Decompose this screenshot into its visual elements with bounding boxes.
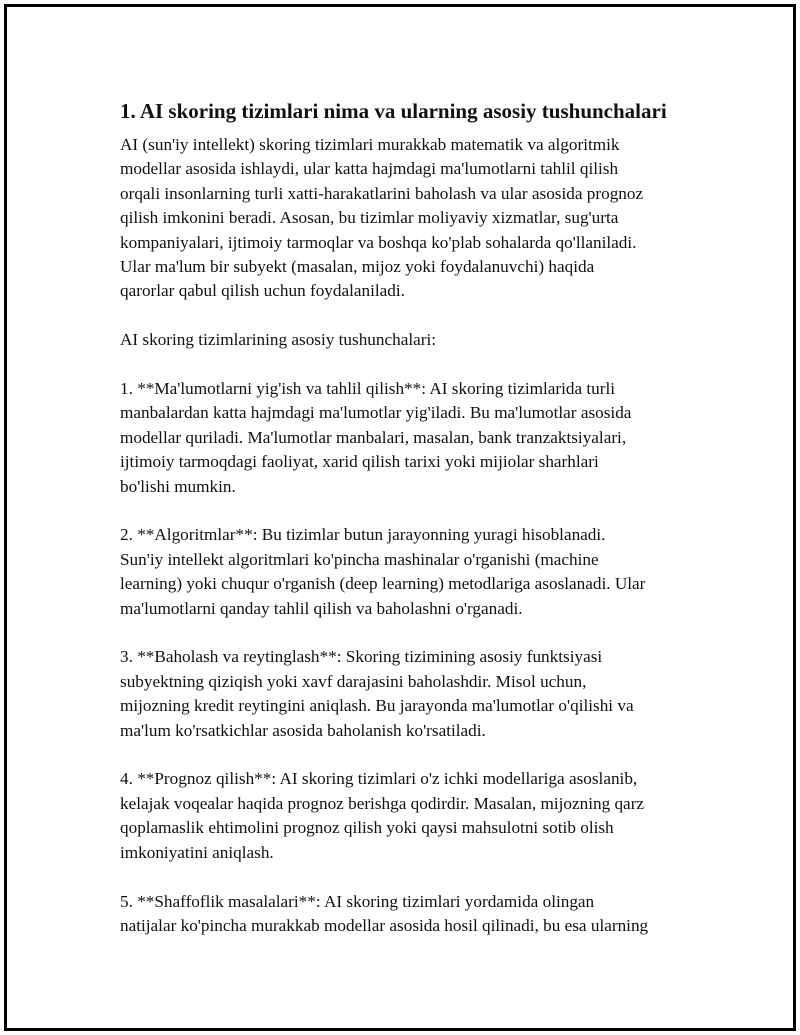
page-frame (4, 4, 796, 1031)
paragraph-item-1 (120, 377, 710, 499)
paragraph-item-3 (120, 645, 710, 743)
text-line: imkoniyatini aniqlash. (120, 842, 274, 862)
text-line: modellar asosida ishlaydi, ular katta hajmdagi ma'lumotlarni tahlil qilish (120, 159, 619, 179)
paragraph-item-5 (120, 890, 710, 939)
text-line: Ular ma'lum bir subyekt (masalan, mijoz yoki foydalanuvchi) haqida (120, 257, 595, 277)
section-heading: 1. AI skoring tizimlari nima va ularning asosiy tushunchalari (120, 99, 667, 123)
text-line: modellar quriladi. Ma'lumotlar manbalari, masalan, bank tranzaktsiyalari, (120, 427, 627, 447)
text-line: ma'lum ko'rsatkichlar asosida baholanish ko'rsatiladi. (120, 720, 486, 740)
text-line: qoplamaslik ehtimolini prognoz qilish yoki qaysi mahsulotni sotib olish (120, 818, 614, 838)
document-content (120, 97, 710, 938)
text-line: 5. **Shaffoflik masalalari**: AI skoring tizimlari yordamida olingan (120, 891, 595, 911)
text-line: AI skoring tizimlarining asosiy tushunchalari: (120, 330, 437, 350)
text-line: manbalardan katta hajmdagi ma'lumotlar yig'iladi. Bu ma'lumotlar asosida (120, 403, 632, 423)
text-line: bo'lishi mumkin. (120, 476, 236, 496)
text-line: 4. **Prognoz qilish**: AI skoring tizimlari o'z ichki modellariga asoslanib, (120, 769, 638, 789)
text-line: natijalar ko'pincha murakkab modellar asosida hosil qilinadi, bu esa ularning (120, 915, 649, 935)
paragraph-item-2 (120, 523, 710, 621)
paragraph-concepts-intro (120, 328, 710, 352)
text-line: ijtimoiy tarmoqdagi faoliyat, xarid qilish tarixi yoki mijiolar sharhlari (120, 452, 599, 472)
text-line: 3. **Baholash va reytinglash**: Skoring tizimining asosiy funktsiyasi (120, 647, 603, 667)
text-line: kompaniyalari, ijtimoiy tarmoqlar va boshqa ko'plab sohalarda qo'llaniladi. (120, 232, 637, 252)
text-line: 1. **Ma'lumotlarni yig'ish va tahlil qilish**: AI skoring tizimlarida turli (120, 379, 616, 399)
text-line: subyektning qiziqish yoki xavf darajasini baholashdir. Misol uchun, (120, 671, 587, 691)
text-line: orqali insonlarning turli xatti-harakatlarini baholash va ular asosida prognoz (120, 183, 644, 203)
text-line: qilish imkonini beradi. Asosan, bu tizimlar moliyaviy xizmatlar, sug'urta (120, 208, 619, 228)
text-line: ma'lumotlarni qanday tahlil qilish va baholashni o'rganadi. (120, 598, 523, 618)
text-line: qarorlar qabul qilish uchun foydalaniladi. (120, 281, 405, 301)
text-line: mijozning kredit reytingini aniqlash. Bu jarayonda ma'lumotlar o'qilishi va (120, 696, 634, 716)
text-line: 2. **Algoritmlar**: Bu tizimlar butun jarayonning yuragi hisoblanadi. (120, 525, 606, 545)
text-line: learning) yoki chuqur o'rganish (deep learning) metodlariga asoslanadi. Ular (120, 574, 646, 594)
paragraph-item-4 (120, 767, 710, 865)
text-line: Sun'iy intellekt algoritmlari ko'pincha mashinalar o'rganishi (machine (120, 549, 599, 569)
text-line: AI (sun'iy intellekt) skoring tizimlari murakkab matematik va algoritmik (120, 135, 620, 154)
text-line: kelajak voqealar haqida prognoz berishga qodirdir. Masalan, mijozning qarz (120, 793, 645, 813)
paragraph-intro (120, 133, 710, 304)
